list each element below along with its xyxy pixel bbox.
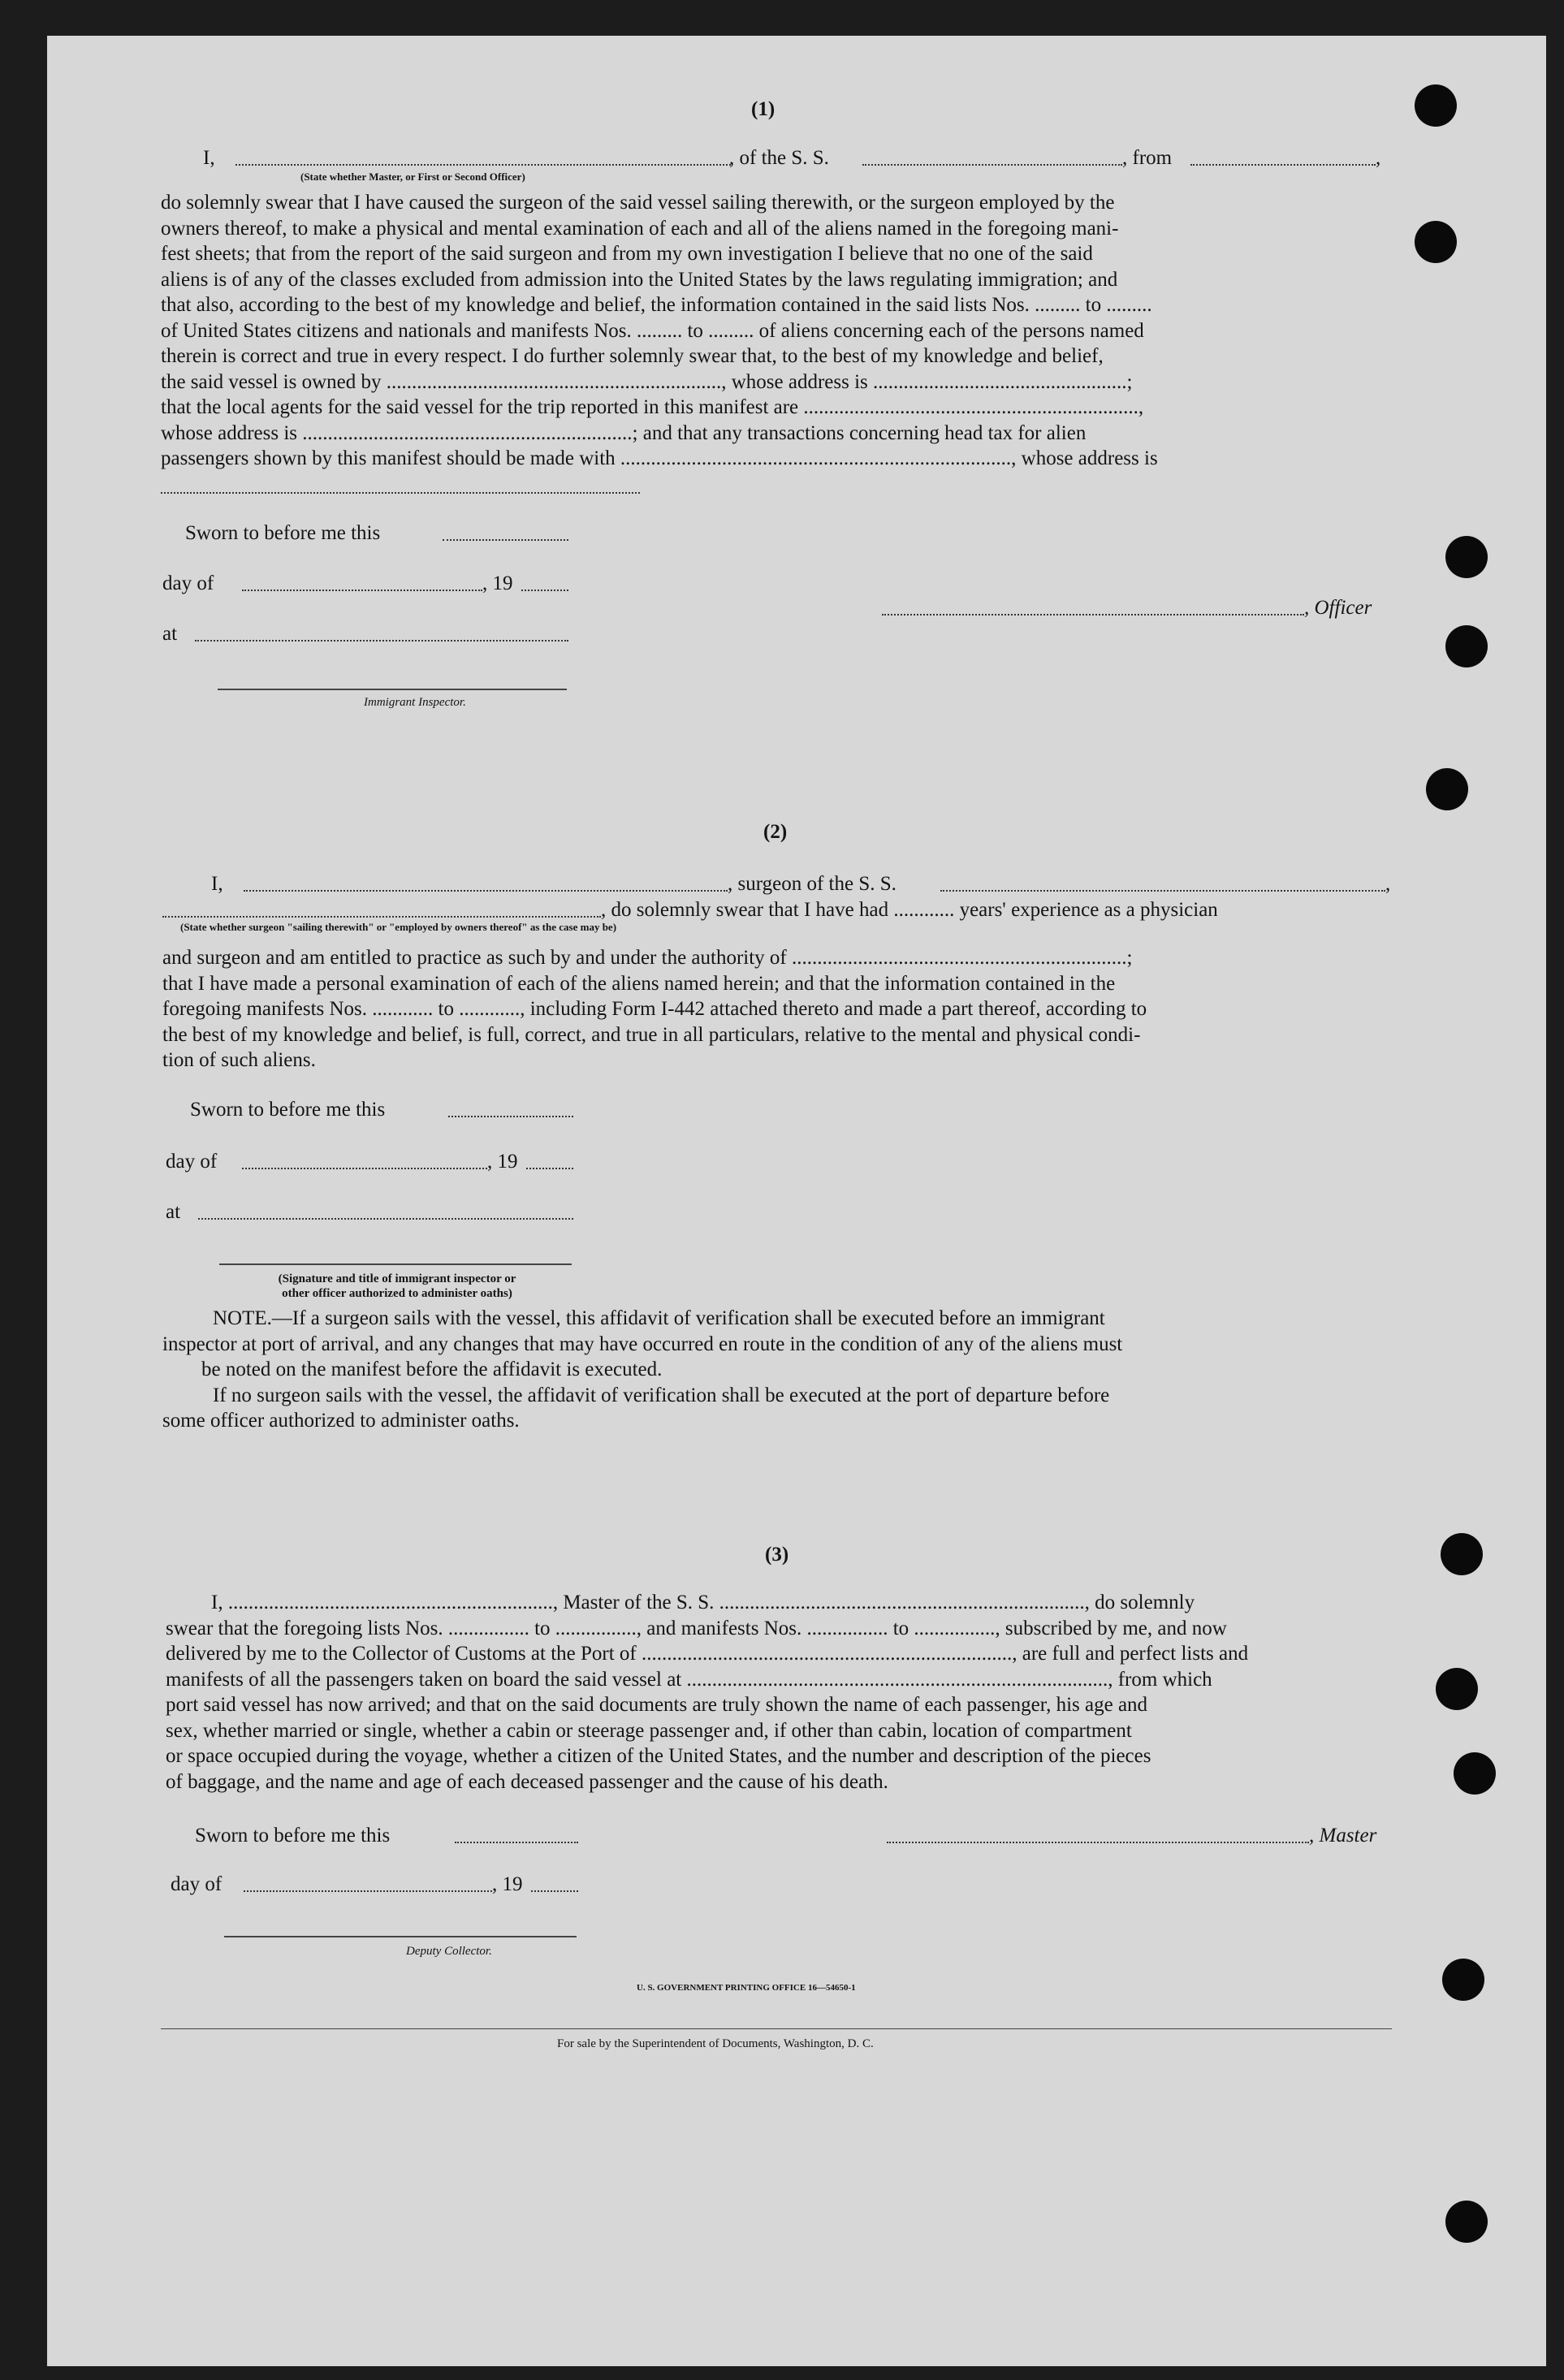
s2-surgeon-of-label: , surgeon of the S. S. bbox=[728, 873, 896, 895]
s3-sworn-label: Sworn to before me this bbox=[195, 1825, 391, 1847]
for-sale-note: For sale by the Superintendent of Documents, Washington, D. C. bbox=[557, 2037, 874, 2050]
s1-line: passengers shown by this manifest should be made with ............................................................................., whose address is bbox=[161, 447, 1158, 469]
binder-hole-9 bbox=[1442, 1959, 1484, 2001]
s2-year-field[interactable] bbox=[526, 1168, 573, 1169]
binder-hole-10 bbox=[1445, 2201, 1488, 2243]
footer-divider bbox=[161, 2028, 1392, 2029]
s1-at-place-field[interactable] bbox=[195, 640, 568, 641]
s2-line: the best of my knowledge and belief, is full, correct, and true in all particulars, relative to the mental and physical condi- bbox=[162, 1023, 1141, 1046]
s1-line: therein is correct and true in every respect. I do further solemnly swear that, to the best of my knowledge and belief, bbox=[161, 345, 1104, 367]
s2-surgeon-status-field[interactable] bbox=[162, 916, 601, 918]
s3-oath-paragraph bbox=[166, 1590, 1248, 1795]
s1-line: that the local agents for the said vessel for the trip reported in this manifest are .................................................................., bbox=[161, 396, 1144, 418]
s1-i-label: I, bbox=[203, 147, 215, 169]
s1-line: the said vessel is owned by .................................................................., whose address is ..................................................; bbox=[161, 370, 1133, 393]
section-2-number: (2) bbox=[763, 821, 788, 843]
s1-year-label: , 19 bbox=[482, 572, 513, 594]
s2-trailing-comma: , bbox=[1385, 873, 1391, 895]
s2-line: foregoing manifests Nos. ............ to ............, including Form I-442 attached thereto and made a part thereof, according to bbox=[162, 998, 1147, 1020]
s3-line: of baggage, and the name and age of each deceased passenger and the cause of his death. bbox=[166, 1770, 888, 1793]
s3-master-label: , Master bbox=[1309, 1825, 1377, 1847]
s2-note-line: inspector at port of arrival, and any changes that may have occurred en route in the condition of any of the aliens must bbox=[162, 1333, 1123, 1355]
s3-collector-signature-line[interactable] bbox=[224, 1936, 577, 1937]
s1-ship-name-field[interactable] bbox=[862, 164, 1122, 166]
s2-line: tion of such aliens. bbox=[162, 1049, 316, 1071]
s2-sig-note-1: (Signature and title of immigrant inspector or bbox=[278, 1272, 516, 1285]
s1-month-field[interactable] bbox=[242, 590, 482, 591]
s3-line: sex, whether married or single, whether a cabin or steerage passenger and, if other than cabin, location of compartment bbox=[166, 1719, 1132, 1742]
s1-inspector-signature-line[interactable] bbox=[218, 689, 567, 690]
s2-state-note: (State whether surgeon "sailing therewith" or "employed by owners thereof" as the case may be) bbox=[180, 921, 617, 933]
s2-i-label: I, bbox=[211, 873, 223, 895]
s1-inspector-label: Immigrant Inspector. bbox=[364, 696, 466, 709]
s2-surgeon-name-field[interactable] bbox=[244, 890, 728, 892]
s3-deputy-label: Deputy Collector. bbox=[406, 1945, 492, 1958]
s1-line: of United States citizens and nationals and manifests Nos. ......... to ......... of aliens concerning each of the persons named bbox=[161, 319, 1144, 342]
s2-note-line: be noted on the manifest before the affidavit is executed. bbox=[201, 1358, 663, 1380]
binder-hole-2 bbox=[1415, 221, 1457, 263]
binder-hole-4 bbox=[1445, 625, 1488, 667]
s2-oath-paragraph bbox=[162, 945, 1147, 1073]
s1-line: fest sheets; that from the report of the said surgeon and from my own investigation I believe that no one of the said bbox=[161, 243, 1093, 265]
s2-line: that I have made a personal examination of each of the aliens named herein; and that the information contained in the bbox=[162, 972, 1116, 995]
s3-line: delivered by me to the Collector of Customs at the Port of ........................................................................., are full and perfect lists and bbox=[166, 1643, 1249, 1665]
s3-line: or space occupied during the voyage, whether a citizen of the United States, and the number and description of the pieces bbox=[166, 1745, 1151, 1767]
s1-day-of-label: day of bbox=[162, 572, 214, 594]
s1-from-label: , from bbox=[1122, 147, 1173, 169]
s1-officer-name-field[interactable] bbox=[235, 164, 731, 166]
s1-at-label: at bbox=[162, 623, 178, 645]
s1-oath-paragraph bbox=[161, 190, 1158, 472]
binder-hole-8 bbox=[1454, 1752, 1496, 1795]
printing-office-imprint: U. S. GOVERNMENT PRINTING OFFICE 16—54650-1 bbox=[637, 1983, 856, 1993]
s1-address-continuation-field[interactable] bbox=[161, 492, 640, 494]
s2-year-label: , 19 bbox=[487, 1151, 518, 1173]
s1-year-field[interactable] bbox=[521, 590, 568, 591]
s1-officer-signature-field[interactable] bbox=[882, 614, 1304, 616]
s1-line: whose address is .................................................................; and that any transactions concerning head tax for alien bbox=[161, 421, 1087, 444]
s1-sworn-day-field[interactable] bbox=[443, 539, 568, 541]
section-1-number: (1) bbox=[751, 98, 776, 120]
binder-hole-5 bbox=[1426, 768, 1468, 810]
binder-hole-7 bbox=[1436, 1668, 1478, 1710]
s2-sworn-day-field[interactable] bbox=[448, 1116, 573, 1117]
s2-at-label: at bbox=[166, 1201, 181, 1223]
s3-line: I, ................................................................, Master of the S. S. ........................................................................, do solemnly bbox=[211, 1592, 1195, 1613]
s2-line: and surgeon and am entitled to practice as such by and under the authority of ..................................................................; bbox=[162, 947, 1133, 969]
s2-month-field[interactable] bbox=[242, 1168, 487, 1169]
s2-note-line: some officer authorized to administer oaths. bbox=[162, 1410, 520, 1432]
s3-line: port said vessel has now arrived; and that on the said documents are truly shown the name of each passenger, his age and bbox=[166, 1694, 1148, 1716]
s3-year-field[interactable] bbox=[531, 1890, 578, 1892]
s1-sworn-label: Sworn to before me this bbox=[185, 522, 381, 544]
s2-note-paragraph bbox=[162, 1306, 1122, 1434]
s3-master-signature-field[interactable] bbox=[887, 1842, 1309, 1843]
s2-note-line: NOTE.—If a surgeon sails with the vessel, this affidavit of verification shall be executed before an immigrant bbox=[213, 1307, 1105, 1329]
s1-line: that also, according to the best of my knowledge and belief, the information contained in the said lists Nos. ......... to ......... bbox=[161, 294, 1152, 316]
binder-hole-3 bbox=[1445, 536, 1488, 578]
s2-sworn-label: Sworn to before me this bbox=[190, 1099, 386, 1121]
s1-line: aliens is of any of the classes excluded from admission into the United States by the laws regulating immigration; and bbox=[161, 268, 1118, 291]
s3-day-of-label: day of bbox=[171, 1873, 223, 1895]
binder-hole-6 bbox=[1441, 1533, 1483, 1575]
s2-swear-line: , do solemnly swear that I have had ............ years' experience as a physician bbox=[601, 899, 1218, 921]
s2-officer-signature-line[interactable] bbox=[219, 1263, 572, 1265]
section-3-number: (3) bbox=[765, 1544, 789, 1566]
binder-hole-1 bbox=[1415, 84, 1457, 127]
s1-state-note: (State whether Master, or First or Second Officer) bbox=[300, 171, 525, 183]
s2-ship-name-field[interactable] bbox=[940, 890, 1385, 892]
s2-sig-note-2: other officer authorized to administer oaths) bbox=[282, 1287, 512, 1300]
s1-line: owners thereof, to make a physical and mental examination of each and all of the aliens named in the foregoing mani- bbox=[161, 217, 1119, 240]
s3-line: swear that the foregoing lists Nos. ................ to ................, and manifests Nos. ................ to ................, subscribed by me, and now bbox=[166, 1617, 1227, 1639]
s1-line: do solemnly swear that I have caused the surgeon of the said vessel sailing therewith, or the surgeon employed by the bbox=[161, 192, 1115, 214]
s2-day-of-label: day of bbox=[166, 1151, 218, 1173]
s3-year-label: , 19 bbox=[492, 1873, 523, 1895]
s1-from-port-field[interactable] bbox=[1190, 164, 1376, 166]
s2-note-line: If no surgeon sails with the vessel, the affidavit of verification shall be executed at the port of departure before bbox=[213, 1384, 1110, 1406]
s3-month-field[interactable] bbox=[244, 1890, 492, 1892]
s1-officer-label: , Officer bbox=[1304, 597, 1372, 619]
s2-at-place-field[interactable] bbox=[198, 1218, 573, 1220]
s3-line: manifests of all the passengers taken on board the said vessel at ..................................................................................., from which bbox=[166, 1668, 1212, 1691]
s1-trailing-comma: , bbox=[1376, 147, 1381, 169]
s3-sworn-day-field[interactable] bbox=[455, 1842, 578, 1843]
s1-of-ss-label: , of the S. S. bbox=[729, 147, 829, 169]
